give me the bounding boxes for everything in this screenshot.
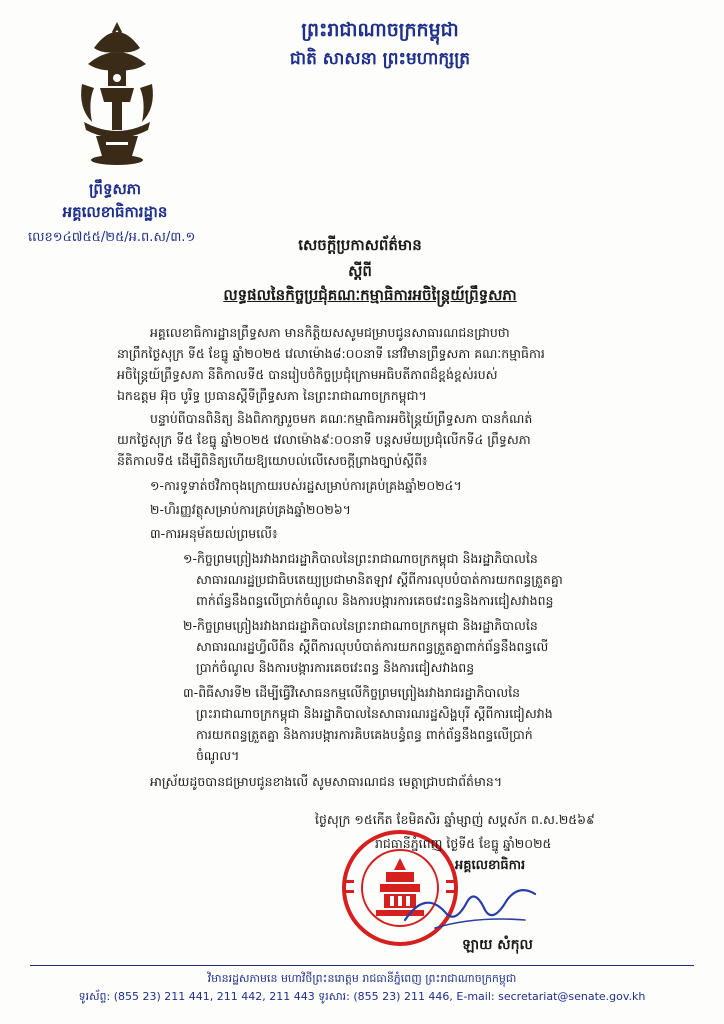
footer-contact: ទូរស័ព្ទ: (855 23) 211 441, 211 442, 211 443 ទូរសារ: (855 23) 211 446, E-mail: secretariat@senate.gov.kh: [78, 990, 646, 1003]
sub-item-2-line: ប្រាក់ចំណូល និងការបង្ការការគេចវេះពន្ធ និងការជៀសវាងពន្ធ: [196, 660, 475, 675]
sub-item-3-line: ការយកពន្ធត្រួតគ្នា និងការបង្ការការគិបគេងបន្ធំពន្ធ ពាក់ព័ន្ធនឹងពន្ធលើប្រាក់: [196, 727, 533, 742]
sub-item-1-line: សាធារណរដ្ឋប្រជាធិបតេយ្យប្រជាមានិតឡាវ ស្តីពីការលុបបំបាត់ការយកពន្ធត្រួតគ្នា: [196, 572, 563, 587]
para2-line: យកថ្ងៃសុក្រ ទី៥ ខែធ្នូ ឆ្នាំ២០២៥ វេលាម៉ោង៩:០០នាទី បន្តសម័យប្រជុំលើកទី៤ ព្រឹទ្ធសភា: [117, 432, 531, 447]
agenda-item-3: ៣-ការអនុម័តយល់ព្រមលើ៖: [150, 526, 278, 541]
sub-item-1-line: ពាក់ព័ន្ធនឹងពន្ធលើប្រាក់ចំណូល និងការបង្ការការគេចវេះពន្ធនិងការជៀសវាងពន្ធ: [196, 593, 554, 608]
signatory-name: ឡាយ សំកុល: [462, 937, 533, 953]
footer-address: វិមានរដ្ឋសភាមនេ មហាវិថីព្រះនរោត្តម រាជធានីភ្នំពេញ ព្រះរាជាណាចក្រកម្ពុជា: [207, 972, 517, 985]
sub-item-1-line: ១-កិច្ចព្រមព្រៀងរវាងរាជរដ្ឋាភិបាលនៃព្រះរាជាណាចក្រកម្ពុជា និងរដ្ឋាភិបាលនៃ: [183, 551, 538, 566]
reference-number: លេខ១៤៧៥៥/២៥/អ.ព.ស/៣.១: [28, 230, 196, 245]
sub-item-3-line: ព្រះរាជាណាចក្រកម្ពុជា និងរដ្ឋាភិបាលនៃសាធារណរដ្ឋសិង្ហបុរី ស្តីពីការជៀសវាង: [196, 706, 553, 721]
senate-emblem: [74, 18, 160, 168]
para1-line: នាព្រឹកថ្ងៃសុក្រ ទី៥ ខែធ្នូ ឆ្នាំ២០២៥ វេលាម៉ោង៨:០០នាទី នៅវិមានព្រឹទ្ធសភា គណៈកម្មាធិការ: [117, 346, 545, 361]
para2-line: នីតិកាលទី៥ ដើម្បីពិនិត្យហើយឱ្យយោបល់លើសេចក្តីព្រាងច្បាប់ស្តីពី៖: [117, 453, 428, 468]
agenda-item-2: ២-ហិរញ្ញវត្ថុសម្រាប់ការគ្រប់គ្រងឆ្នាំ២០២៦។: [150, 502, 351, 517]
sub-item-3-line: ចំណូល។: [196, 748, 240, 763]
document-subject: លទ្ធផលនៃកិច្ចប្រជុំគណៈកម្មាធិការអចិន្ត្រៃយ៍ព្រឹទ្ធសភា: [223, 286, 517, 304]
solar-date: រាជធានីភ្នំពេញ ថ្ងៃទី៥ ខែធ្នូ ឆ្នាំ២០២៥: [375, 836, 552, 851]
footer-divider: [30, 965, 694, 966]
sub-item-2-line: សាធារណរដ្ឋហ្វីលីពីន ស្តីពីការលុបបំបាត់ការយកពន្ធត្រួតគ្នាពាក់ព័ន្ធនឹងពន្ធលើ: [196, 639, 549, 654]
document-subtitle-about: ស្តីពី: [348, 262, 372, 280]
para1-line: អចិន្ត្រៃយ៍ព្រឹទ្ធសភា នីតិកាលទី៥ បានរៀបចំកិច្ចប្រជុំក្រោមអធិបតីភាពដ៏ខ្ពង់ខ្ពស់របស់: [117, 367, 498, 382]
handwritten-signature: [395, 880, 545, 940]
national-motto: ជាតិ សាសនា ព្រះមហាក្សត្រ: [289, 49, 471, 69]
signatory-title: អគ្គលេខាធិការ: [455, 858, 526, 873]
kingdom-title: ព្រះរាជាណាចក្រកម្ពុជា: [301, 19, 459, 41]
document-title: សេចក្តីប្រកាសព័ត៌មាន: [298, 236, 422, 254]
para2-line: បន្ទាប់ពីបានពិនិត្យ និងពិភាក្សារួចមក គណៈកម្មាធិការអចិន្ត្រៃយ៍ព្រឹទ្ធសភា បានកំណត់: [150, 411, 533, 426]
closing-line: អាស្រ័យដូចបានជម្រាបជូនខាងលើ សូមសាធារណជន មេត្តាជ្រាបជាព័ត៌មាន។: [150, 774, 503, 789]
department-name: អគ្គលេខាធិការដ្ឋាន: [62, 203, 168, 221]
sub-item-3-line: ៣-ពិធីសារទី២ ដើម្បីធ្វើវិសោធនកម្មលើកិច្ចព្រមព្រៀងរវាងរាជរដ្ឋាភិបាលនៃ: [183, 685, 521, 700]
institution-name: ព្រឹទ្ធសភា: [88, 180, 142, 198]
para1-line: អគ្គលេខាធិការដ្ឋានព្រឹទ្ធសភា មានកិត្តិយសសូមជម្រាបជូនសាធារណជនជ្រាបថា: [150, 325, 510, 340]
para1-line: ឯកឧត្តម អ៊ុច បូរិទ្ធ ប្រធានស្តីទីព្រឹទ្ធសភា នៃព្រះរាជាណាចក្រកម្ពុជា។: [117, 388, 427, 403]
sub-item-2-line: ២-កិច្ចព្រមព្រៀងរវាងរាជរដ្ឋាភិបាលនៃព្រះរាជាណាចក្រកម្ពុជា និងរដ្ឋាភិបាលនៃ: [183, 618, 538, 633]
lunar-date: ថ្ងៃសុក្រ ១៥កើត ខែមិគសិរ ឆ្នាំម្សាញ់ សប្តស័ក ព.ស.២៥៦៩: [315, 812, 595, 827]
agenda-item-1: ១-ការទូទាត់ថវិកាចុងក្រោយរបស់រដ្ឋសម្រាប់ការគ្រប់គ្រងឆ្នាំ២០២៤។: [150, 478, 462, 493]
